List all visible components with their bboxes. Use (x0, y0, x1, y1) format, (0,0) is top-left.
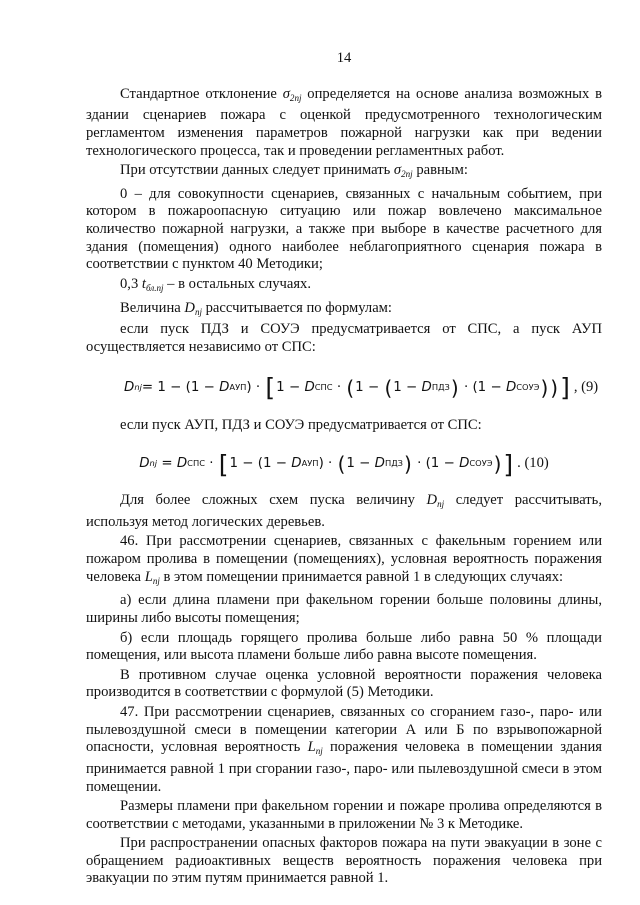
paragraph-other-cases: 0,3 $t_{бл.nj}$ – в остальных случаях. (120, 275, 311, 293)
paragraph-case-2: если пуск АУП, ПДЗ и СОУЭ предусматривается от СПС: (120, 416, 482, 433)
formula-10: D nj = D СПС · [ 1 − (1 − D АУП ) · ( 1 − D ПДЗ ) · (1 − D СОУЭ ) ] . (10) (139, 449, 549, 479)
paragraph-no-data: При отсутствии данных следует принимать $\sigma_{2nj}$ равным: (120, 162, 468, 180)
paragraph-dnj-intro: Величина $D_{nj}$ рассчитывается по формулам: (120, 299, 392, 317)
paragraph-radioactive: При распространении опасных факторов пожара на пути эвакуации в зоне с обращением радиоактивных веществ вероятность поражения человека при эвакуации по этим путям принимается равной 1. (86, 835, 602, 887)
paragraph-flame-sizes: Размеры пламени при факельном горении и пожаре пролива определяются в соответствии с методами, указанными в приложении № 3 к Методике. (86, 798, 602, 832)
paragraph-zero-case: 0 – для совокупности сценариев, связанных с начальным событием, при котором в пожароопасную ситуацию или пожар вовлечено максимальное количество пожарной нагрузки, а также при выборе в качестве расчетного для здания (помещения) одного наиболее неблагоприятного сценария пожара в соответствии с пунктом 40 Методики; (86, 185, 602, 273)
page-number: 14 (336, 50, 352, 66)
paragraph-logic-trees: Для более сложных схем пуска величину $D_{nj}$ следует рассчитывать, используя метод логических деревьев. (86, 492, 602, 530)
paragraph-item-47: 47. При рассмотрении сценариев, связанных со сгоранием газо-, паро- или пылевоздушной смеси в помещении категории А или Б по взрывопожарной опасности, условная вероятность $L_{nj}$ поражения человека в помещении здания принимается равной 1 при сгорании газо-, паро- или пылевоздушной смеси в этом помещении. (86, 703, 602, 795)
formula-9: D nj = 1 − (1 − D АУП ) · [ 1 − D СПС · ( 1 − ( 1 − D ПДЗ ) · (1 − D СОУЭ ) ) ] , (9) (124, 373, 599, 403)
paragraph-item-46b: б) если площадь горящего пролива больше либо равна 50 % площади помещения, или высота пламени больше либо равна высоте помещения. (86, 629, 602, 664)
paragraph-item-46: 46. При рассмотрении сценариев, связанных с факельным горением или пожаром пролива в помещении (помещениях), условная вероятность поражения человека $L_{nj}$ в этом помещении принимается равной 1 в следующих случаях: (86, 533, 602, 586)
paragraph-otherwise: В противном случае оценка условной вероятности поражения человека производится в соответствии с формулой (5) Методики. (86, 666, 602, 701)
paragraph-case-1: если пуск ПДЗ и СОУЭ предусматривается от СПС, а пуск АУП осуществляется независимо от СПС: (86, 321, 602, 355)
paragraph-std-deviation: Стандартное отклонение $\sigma_{2nj}$ определяется на основе анализа возможных в здании сценариев пожара с оценкой предусмотренного технологическим регламентом изменения параметров пожарной нагрузки как при ведении технологического процесса, так и проведении регламентных работ. (86, 85, 602, 159)
paragraph-item-46a: а) если длина пламени при факельном горении больше половины длины, ширины либо высоты помещения; (86, 592, 602, 626)
